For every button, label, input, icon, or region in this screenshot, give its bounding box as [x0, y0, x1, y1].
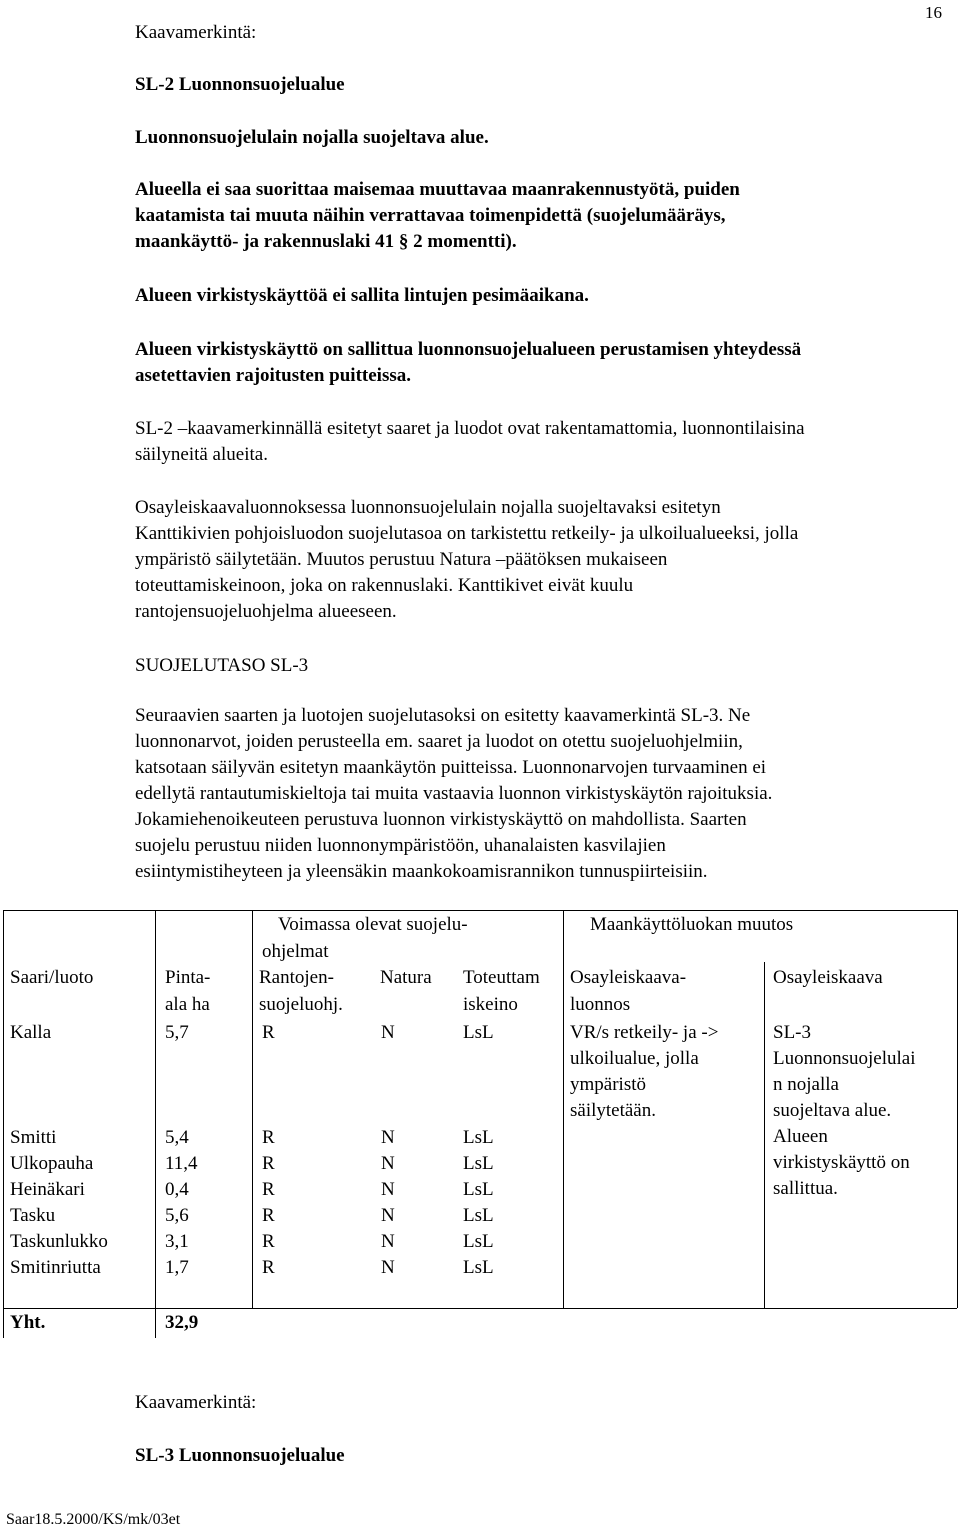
table-cell-area: 3,1 [165, 1231, 189, 1252]
table-cell-name: Ulkopauha [10, 1153, 94, 1174]
col-header-area-cont: ala ha [165, 994, 210, 1015]
table-cell-implementation: LsL [463, 1179, 494, 1200]
table-column-natura [381, 1125, 395, 1281]
cell-line: SL-3 [773, 1022, 811, 1043]
table-cell-shore: R [262, 1179, 275, 1200]
table-cell-area: 0,4 [165, 1179, 189, 1200]
total-value: 32,9 [165, 1312, 199, 1333]
col-header-shore: Rantojen- [259, 967, 334, 988]
cell-line: VR/s retkeily- ja -> [570, 1022, 719, 1043]
table-cell-natura: N [381, 1231, 395, 1252]
col-header-shore-cont: suojeluohj. [259, 994, 343, 1015]
paragraph-line: SL-2 –kaavamerkinnällä esitetyt saaret ja luodot ovat rakentamattomia, luonnontilaisina [135, 418, 805, 439]
paragraph-line: edellytä rantautumiskieltoja tai muita vastaavia luonnon virkistyskäytön rajoituksia. [135, 783, 773, 804]
table-divider [252, 910, 253, 1308]
paragraph-line: asetettavien rajoitusten puitteissa. [135, 365, 411, 386]
col-header-area: Pinta- [165, 967, 211, 988]
paragraph-2: Alueen virkistyskäyttöä ei sallita lintujen pesimäaikana. [135, 285, 589, 306]
table-divider [764, 962, 765, 1308]
marking-label: Kaavamerkintä: [135, 22, 257, 43]
cell-line: ympäristö [570, 1074, 646, 1095]
table-cell-implementation: LsL [463, 1127, 494, 1148]
table-cell-area: 5,4 [165, 1127, 189, 1148]
paragraph-line: Alueen virkistyskäyttö on sallittua luonnonsuojelualueen perustamisen yhteydessä [135, 339, 802, 360]
total-label: Yht. [10, 1312, 46, 1333]
cell-line: n nojalla [773, 1074, 839, 1095]
cell-line: suojeltava alue. [773, 1100, 892, 1121]
footer-note: Saar18.5.2000/KS/mk/03et [6, 1511, 181, 1528]
col-header-draft-plan-cont: luonnos [570, 994, 631, 1015]
page-number: 16 [925, 3, 942, 22]
paragraph-line: luonnonarvot, joiden perusteella em. saaret ja luodot on otettu suojeluohjelmiin, [135, 731, 743, 752]
table-cell-plan [773, 1020, 915, 1202]
table-cell-implementation: LsL [463, 1231, 494, 1252]
table-cell-area: 5,7 [165, 1022, 189, 1043]
table-cell-implementation: LsL [463, 1205, 494, 1226]
cell-line: säilytetään. [570, 1100, 656, 1121]
table-cell-area: 11,4 [165, 1153, 198, 1174]
table-divider-total [3, 1308, 957, 1309]
paragraph-line: esiintymistiheyteen ja yleensäkin maankokoamisrannikon tunnuspiirteisiin. [135, 861, 708, 882]
paragraph-line: rantojensuojeluohjelma alueeseen. [135, 601, 397, 622]
table-cell-natura: N [381, 1127, 395, 1148]
paragraph-line: säilyneitä alueita. [135, 444, 268, 465]
col-header-draft-plan: Osayleiskaava- [570, 967, 687, 988]
sl3-title: SL-3 Luonnonsuojelualue [135, 1445, 345, 1466]
paragraph-line: maankäyttö- ja rakennuslaki 41 § 2 momentti). [135, 231, 517, 252]
table-cell-natura: N [381, 1257, 395, 1278]
table-border-left [3, 910, 4, 1338]
group-header-landuse: Maankäyttöluokan muutos [590, 914, 794, 935]
table-cell-shore: R [262, 1153, 275, 1174]
table-column-implementation [463, 1125, 494, 1281]
table-cell-name: Heinäkari [10, 1179, 85, 1200]
table-cell-name: Smitti [10, 1127, 57, 1148]
paragraph-line: ympäristö säilytetään. Muutos perustuu Natura –päätöksen mukaiseen [135, 549, 668, 570]
table-cell-area: 1,7 [165, 1257, 189, 1278]
table-border-top [3, 910, 957, 911]
paragraph-line: Osayleiskaavaluonnoksessa luonnonsuojelulain nojalla suojeltavaksi esitetyn [135, 497, 721, 518]
col-header-island: Saari/luoto [10, 967, 94, 988]
table-cell-implementation: LsL [463, 1022, 494, 1043]
table-cell-name: Smitinriutta [10, 1257, 101, 1278]
table-cell-shore: R [262, 1257, 275, 1278]
table-column-areas [165, 1125, 198, 1281]
paragraph-line: katsotaan säilyvän esitetyn maankäytön puitteissa. Luonnonarvojen turvaaminen ei [135, 757, 767, 778]
cell-line: Alueen [773, 1126, 828, 1147]
table-cell-shore: R [262, 1205, 275, 1226]
cell-line: ulkoilualue, jolla [570, 1048, 699, 1069]
paragraph-line: Alueella ei saa suorittaa maisemaa muuttavaa maanrakennustyötä, puiden [135, 179, 740, 200]
sl2-subtitle: Luonnonsuojelulain nojalla suojeltava alue. [135, 127, 489, 148]
table-cell-name: Taskunlukko [10, 1231, 108, 1252]
paragraph-line: Jokamiehenoikeuteen perustuva luonnon virkistyskäyttö on mahdollista. Saarten [135, 809, 747, 830]
cell-line: virkistyskäyttö on [773, 1152, 910, 1173]
group-header-programs: Voimassa olevat suojelu- [278, 914, 468, 935]
table-border-right [957, 910, 958, 1308]
paragraph-line: Seuraavien saarten ja luotojen suojelutasoksi on esitetty kaavamerkintä SL-3. Ne [135, 705, 751, 726]
table-divider [155, 910, 156, 1338]
table-cell-natura: N [381, 1205, 395, 1226]
table-cell-natura: N [381, 1022, 395, 1043]
cell-line: sallittua. [773, 1178, 838, 1199]
table-cell-draft-plan [570, 1020, 718, 1124]
table-cell-area: 5,6 [165, 1205, 189, 1226]
table-column-names [10, 1125, 108, 1281]
table-cell-implementation: LsL [463, 1257, 494, 1278]
sl2-title: SL-2 Luonnonsuojelualue [135, 74, 345, 95]
group-header-programs-cont: ohjelmat [262, 941, 329, 962]
table-cell-shore: R [262, 1231, 275, 1252]
marking-label-2: Kaavamerkintä: [135, 1392, 257, 1413]
table-cell-name: Tasku [10, 1205, 56, 1226]
table-cell-implementation: LsL [463, 1153, 494, 1174]
paragraph-line: Kanttikivien pohjoisluodon suojelutasoa on tarkistettu retkeily- ja ulkoilualueeksi, jolla [135, 523, 799, 544]
col-header-implementation: Toteuttam [463, 967, 540, 988]
cell-line: Luonnonsuojelulai [773, 1048, 916, 1069]
table-cell-shore: R [262, 1127, 275, 1148]
paragraph-line: toteuttamiskeinoon, joka on rakennuslaki. Kanttikivet eivät kuulu [135, 575, 634, 596]
table-cell-shore: R [262, 1022, 275, 1043]
table-column-shore [262, 1125, 275, 1281]
paragraph-line: kaatamista tai muuta näihin verrattavaa toimenpidettä (suojelumääräys, [135, 205, 726, 226]
col-header-plan: Osayleiskaava [773, 967, 883, 988]
section-heading: SUOJELUTASO SL-3 [135, 655, 309, 676]
table-divider [563, 910, 564, 1308]
paragraph-line: suojelu perustuu niiden luonnonympäristöön, uhanalaisten kasvilajien [135, 835, 666, 856]
col-header-implementation-cont: iskeino [463, 994, 518, 1015]
col-header-natura: Natura [380, 967, 432, 988]
table-cell-name: Kalla [10, 1022, 52, 1043]
table-cell-natura: N [381, 1153, 395, 1174]
table-cell-natura: N [381, 1179, 395, 1200]
